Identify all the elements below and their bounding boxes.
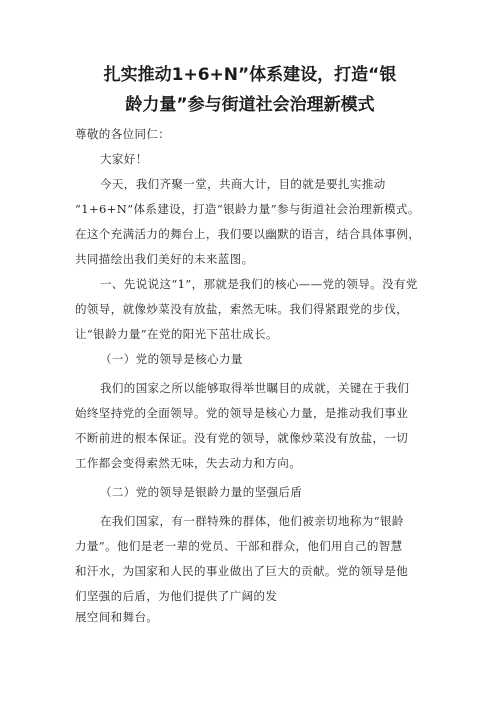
paragraph-line: 共同描绘出我们美好的未来蓝图。	[75, 252, 254, 266]
paragraph-line: 们坚强的后盾，为他们提供了广阔的发	[75, 589, 278, 603]
paragraph-line: 在这个充满活力的舞台上，我们要以幽默的语言，结合具体事例，	[75, 227, 421, 241]
document-title-line-2: 龄力量”参与街道社会治理新模式	[125, 95, 375, 115]
paragraph-line: 和汗水，为国家和人民的事业做出了巨大的贡献。党的领导是他	[75, 564, 409, 578]
document-title-line-1: 扎实推动1+6+N”体系建设，打造“银	[103, 65, 397, 85]
section-heading: （一）党的领导是核心力量	[100, 352, 243, 366]
paragraph-line: 始终坚持党的全面领导。党的领导是核心力量，是推动我们事业	[75, 406, 409, 420]
salutation: 尊敬的各位同仁：	[75, 127, 171, 141]
paragraph-line: 力量”。他们是老一辈的党员、干部和群众，他们用自己的智慧	[75, 539, 403, 553]
paragraph-line: 不断前进的根本保证。没有党的领导，就像炒菜没有放盐，一切	[75, 431, 409, 445]
paragraph-line: 在我们国家，有一群特殊的群体，他们被亲切地称为“银龄	[100, 514, 404, 528]
paragraph-line: 我们的国家之所以能够取得举世瞩目的成就，关键在于我们	[100, 381, 410, 395]
paragraph-line: “1+6+N”体系建设，打造“银龄力量”参与街道社会治理新模式。	[75, 202, 420, 216]
paragraph-line: 工作都会变得索然无味，失去动力和方向。	[75, 456, 302, 470]
paragraph-line: 今天，我们齐聚一堂，共商大计，目的就是要扎实推动	[100, 177, 386, 191]
section-heading: （二）党的领导是银龄力量的坚强后盾	[100, 485, 303, 499]
paragraph-line: 的领导，就像炒菜没有放盐，索然无味。我们得紧跟党的步伐，	[75, 302, 409, 316]
greeting: 大家好！	[100, 152, 148, 166]
paragraph-line: 让“银龄力量”在党的阳光下茁壮成长。	[75, 327, 278, 341]
paragraph-line: 展空间和舞台。	[75, 610, 159, 624]
paragraph-line: 一、先说说这“1”，那就是我们的核心——党的领导。没有党	[100, 277, 418, 291]
